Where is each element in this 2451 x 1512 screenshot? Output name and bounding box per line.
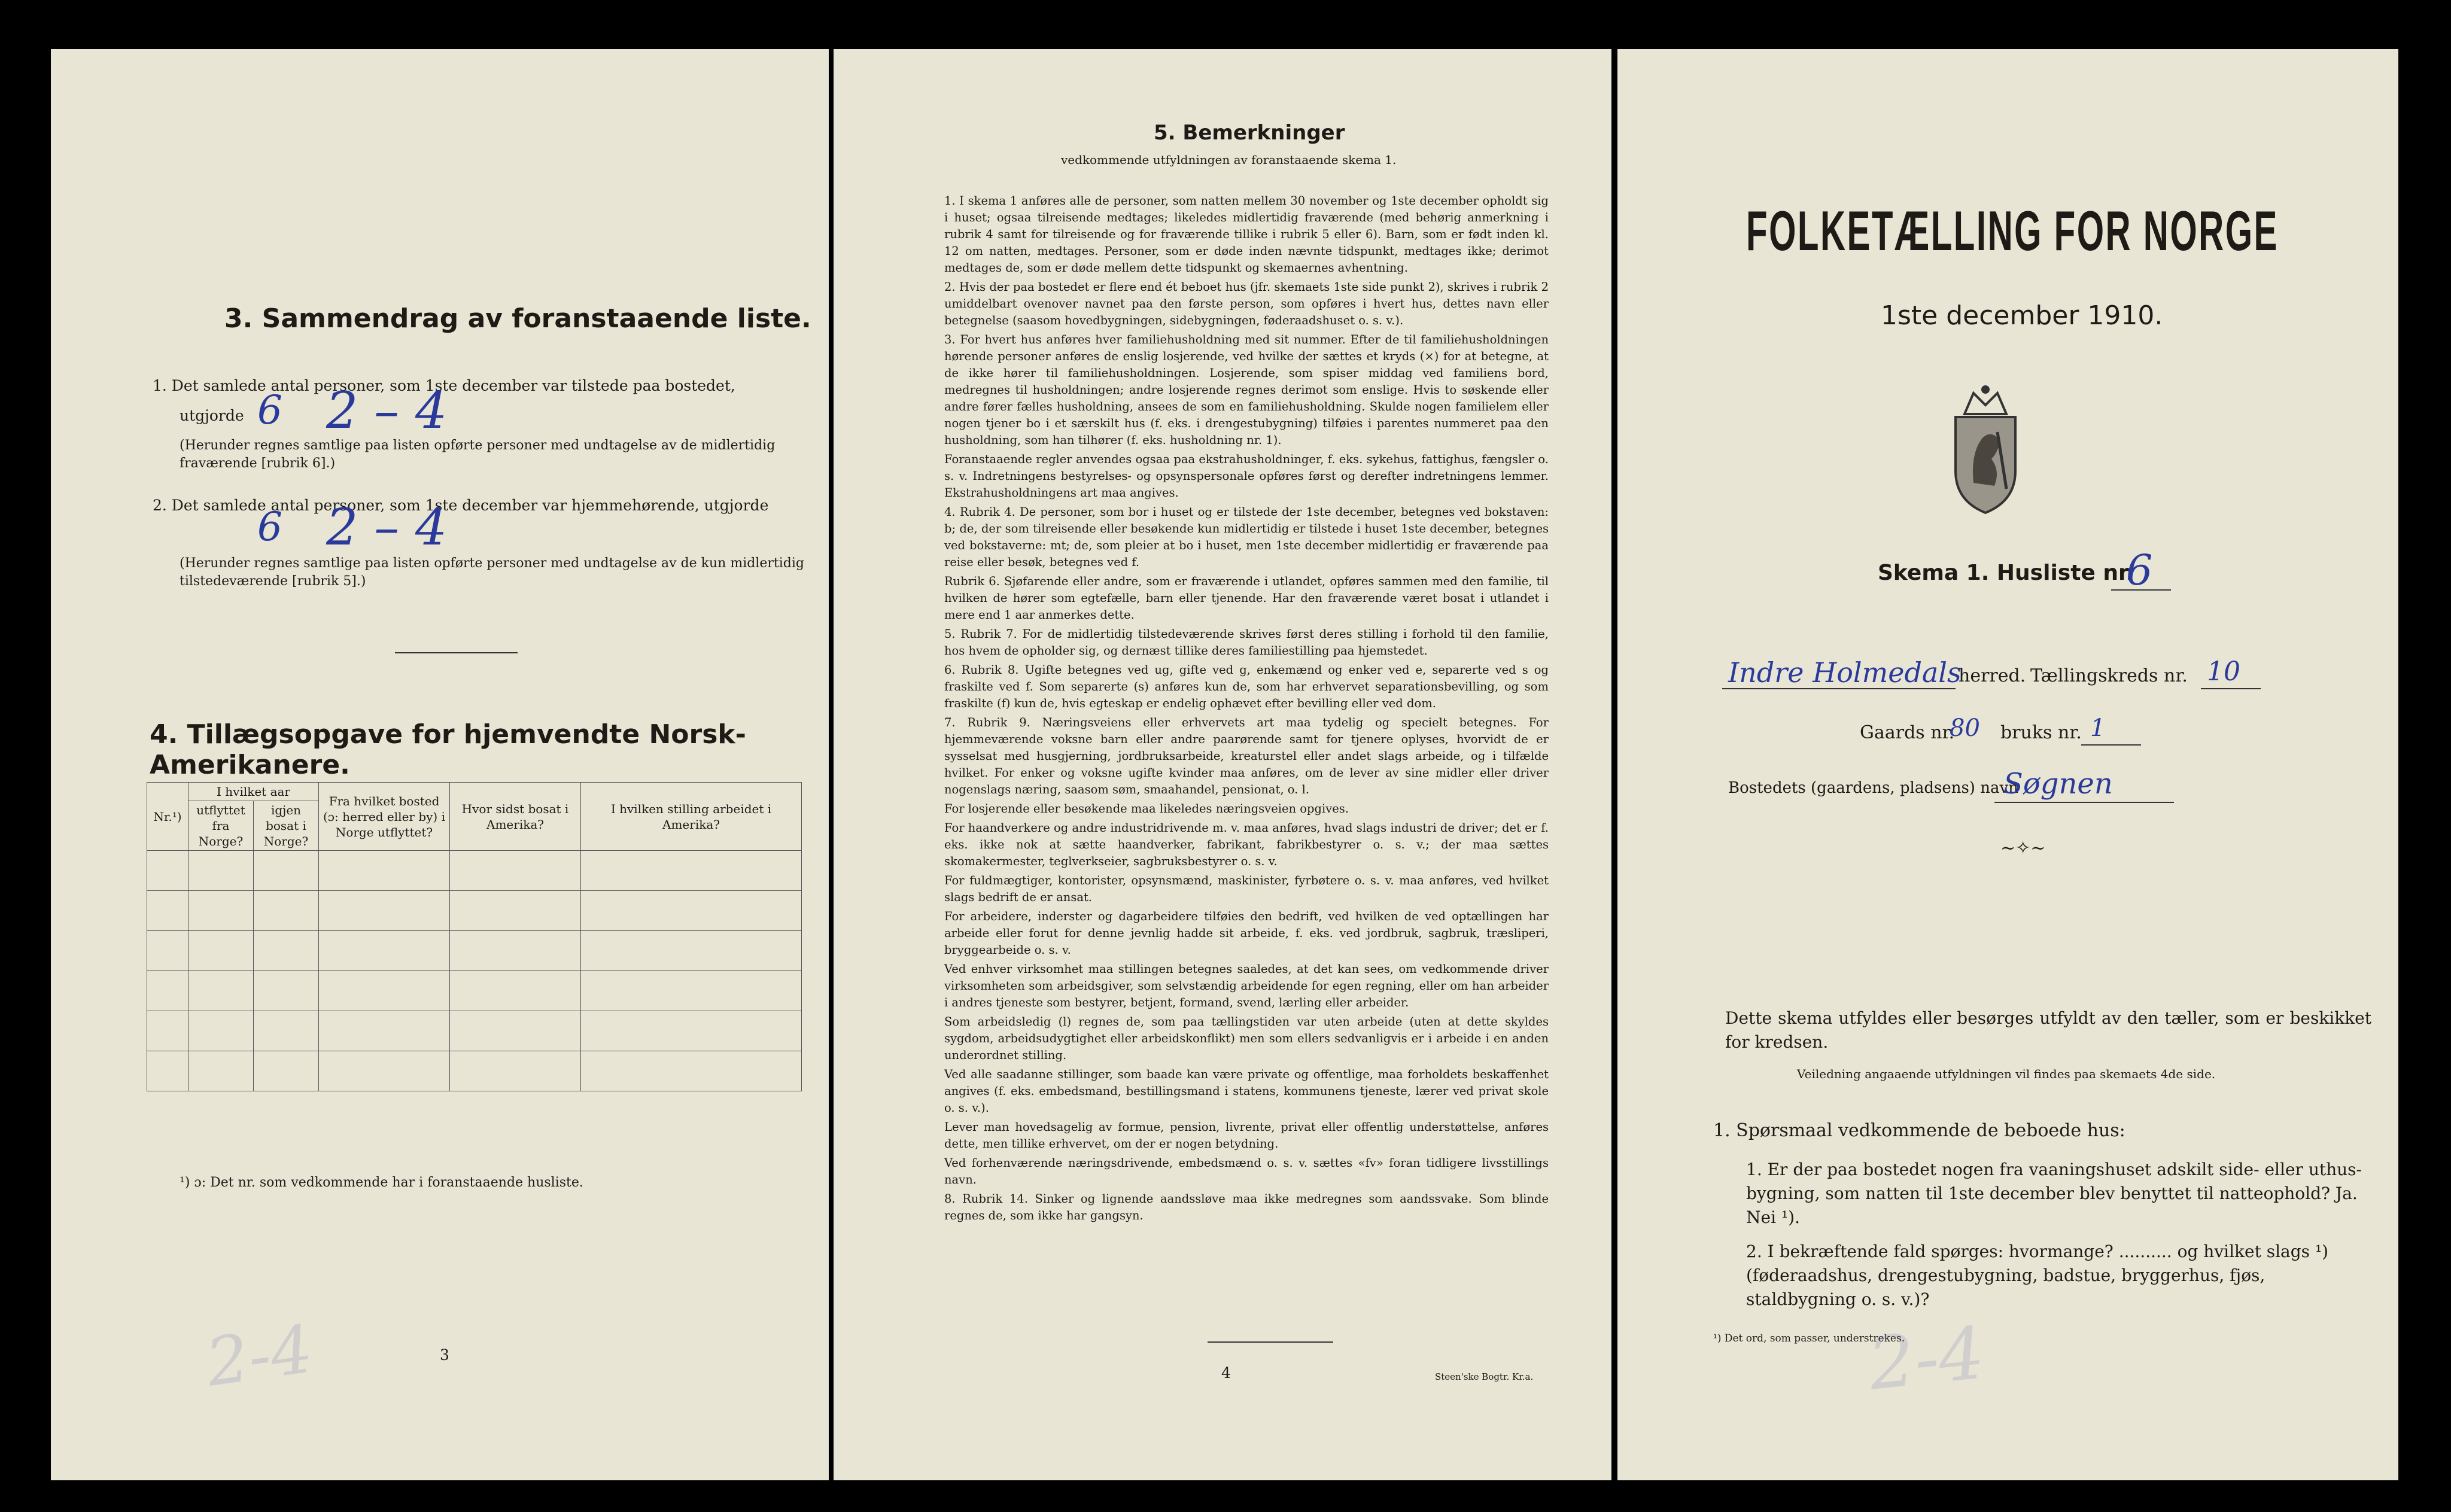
norsk-amerikanere-table	[147, 782, 802, 1091]
item-1-value: 6	[257, 387, 282, 433]
faint-mark: 2-4	[1865, 1312, 1988, 1407]
divider	[395, 652, 518, 653]
remark-paragraph: For arbeidere, inderster og dagarbeidere tilføies den bedrift, ved hvilken de ved optællingen har arbeide eller forut for denne jevnlig hadde sit arbeide, f. eks. ved jordbruk, sagbruk, træsliperi, bryggearbeide o. s. v.	[944, 909, 1549, 957]
remarks-body	[944, 193, 1549, 1227]
husliste-nr: 6	[2126, 546, 2153, 595]
gaards-nr: 80	[1950, 714, 1980, 742]
table-row	[147, 1011, 802, 1051]
remark-paragraph: 6. Rubrik 8. Ugifte betegnes ved ug, gifte ved g, enkemænd og enker ved e, separerte ved s og fraskilte ved f. Som separerte (s) anføres kun de, som har erhvervet separationsbevilling, og som fraskilte (f) kun de, hvis egteskap er endelig ophævet efter bevilling eller ved dom.	[944, 663, 1549, 710]
remark-paragraph: 5. Rubrik 7. For de midlertidig tilstedeværende skrives først deres stilling i forhold til den familie, hos hvem de opholder sig, og dernæst tillike deres familiestilling paa hjemstedet.	[944, 627, 1549, 658]
question-2: 2. I bekræftende fald spørges: hvormange? .......... og hvilket slags ¹) (føderaadshus, drengestubygning, badstue, bryggerhus, fjøs, staldbygning o. s. v.)?	[1746, 1242, 2329, 1309]
remark-paragraph: Som arbeidsledig (l) regnes de, som paa tællingstiden var uten arbeide (uten at dette skyldes sygdom, arbeidsudygtighet eller arbeidskonflikt) men som ellers sedvanligvis er i arbeide i en anden underordnet stilling.	[944, 1015, 1549, 1062]
table-row	[147, 931, 802, 971]
census-date: 1ste december 1910.	[1881, 300, 2163, 331]
kreds-label: Tællingskreds nr.	[2030, 665, 2188, 686]
main-title: FOLKETÆLLING FOR NORGE	[1746, 199, 2279, 262]
gaards-label: Gaards nr.	[1860, 722, 1955, 743]
col-fra-bosted: Fra hvilket bosted (ɔ: herred eller by) i Norge utflyttet?	[319, 783, 450, 851]
bruks-nr: 1	[2090, 714, 2106, 742]
remark-paragraph: 2. Hvis der paa bostedet er flere end ét beboet hus (jfr. skemaets 1ste side punkt 2), skrives i rubrik 2 umiddelbart ovenover navnet paa den første person, som opføres i hvert hus, dettes navn eller betegnelse (saasom hovedbygningen, sidebygningen, føderaadshuset o. s. v.).	[944, 280, 1549, 327]
remark-paragraph: For haandverkere og andre industridrivende m. v. maa anføres, hvad slags industri de driver; det er f. eks. ikke nok at sætte haandverker, fabrikant, fabrikbestyrer o. s. v.; der maa sættes skomakermester, teglverkseier, sagbruksbestyrer o. s. v.	[944, 821, 1549, 868]
table-footnote: ¹) ɔ: Det nr. som vedkommende har i foranstaaende husliste.	[180, 1175, 583, 1190]
item-1-text: 1. Det samlede antal personer, som 1ste december var tilstede paa bostedet,	[153, 377, 735, 394]
remark-paragraph: For losjerende eller besøkende maa likeledes næringsveien opgives.	[944, 802, 1349, 816]
remark-paragraph: 7. Rubrik 9. Næringsveiens eller erhvervets art maa tydelig og specielt betegnes. For hjemmeværende voksne barn eller andre paarørende samt for tjenere oplyses, hvorvidt de er sysselsat med husgjerning, jordbruksarbeide, kreaturstel eller andet slags arbeide, og i tilfælde hvilket. For enker og voksne ugifte kvinder maa anføres, om de lever av sine midler eller driver nogenslags næring, saasom søm, smaahandel, pensionat, o. l.	[944, 716, 1549, 796]
table-row	[147, 851, 802, 891]
norwegian-lion-coat-of-arms-icon	[1941, 381, 2030, 519]
col-hvor-sidst: Hvor sidst bosat i Amerika?	[450, 783, 581, 851]
remark-paragraph: Ved enhver virksomhet maa stillingen betegnes saaledes, at det kan sees, om vedkommende driver virksomheten som arbeidsgiver, som selvstændig arbeidende for egen regning, eller om han arbeider i andres tjeneste som bestyrer, betjent, formand, svend, lærling eller arbeider.	[944, 962, 1549, 1009]
bosted-label: Bostedets (gaardens, pladsens) navn	[1728, 779, 2018, 797]
item-1-utgjorde: utgjorde	[180, 407, 244, 424]
herred-name: Indre Holmedals	[1728, 656, 1962, 689]
questions-title: 1. Spørsmaal vedkommende de beboede hus:	[1713, 1120, 2125, 1141]
bosted-name: Søgnen	[2003, 767, 2113, 801]
remark-paragraph: Foranstaaende regler anvendes ogsaa paa ekstrahusholdninger, f. eks. sykehus, fattighus, fængsler o. s. v. Indretningens bestyrelses- og opsynspersonale opføres først og derefter indretningens lemmer. Ekstrahusholdningens art maa angives.	[944, 452, 1549, 500]
schema-label: Skema 1. Husliste nr.	[1878, 561, 2134, 585]
table-row	[147, 891, 802, 931]
remark-paragraph: 8. Rubrik 14. Sinker og lignende aandssløve maa ikke medregnes som aandssvake. Som blinde regnes de, som ikke har gangsyn.	[944, 1192, 1549, 1222]
remark-paragraph: 3. For hvert hus anføres hver familiehusholdning med sit nummer. Efter de til familiehusholdningen hørende personer anføres de enslig losjerende, ved hvilke der sættes et kryds (×) for at betegne, at de ikke hører til familiehusholdningen. Losjerende, som spiser middag ved familiens bord, medregnes til husholdningen; andre losjerende regnes derimot som enslige. Hvis to søskende eller andre fører fælles husholdning, ansees de som en familiehusholdning. Skulde nogen familielem eller nogen tjener bo i et særskilt hus (f. eks. i drengestubygning) tilføies i parentes nummeret paa den husholdning, som han tilhører (f. eks. husholdning nr. 1).	[944, 333, 1549, 447]
remarks-title: 5. Bemerkninger	[1154, 121, 1345, 145]
col-utflyttet: utflyttet fra Norge?	[188, 801, 254, 851]
col-nr: Nr.¹)	[147, 783, 188, 851]
printer-mark: Steen'ske Bogtr. Kr.a.	[1435, 1371, 1534, 1382]
col-hvilket-aar: I hvilket aar	[188, 783, 319, 801]
page-1	[1617, 49, 2398, 1480]
remark-paragraph: For fuldmægtiger, kontorister, opsynsmænd, maskinister, fyrbøtere o. s. v. maa anføres, ved hvilket slags bedrift de er ansat.	[944, 874, 1549, 904]
bruks-label: bruks nr.	[2000, 722, 2082, 743]
divider	[1208, 1341, 1333, 1343]
page-3	[51, 49, 829, 1480]
section-3-title: 3. Sammendrag av foranstaaende liste.	[224, 303, 811, 334]
item-1-handwritten: 2 – 4	[326, 381, 448, 440]
item-2-text: 2. Det samlede antal personer, som 1ste december var hjemmehørende, utgjorde	[153, 497, 769, 514]
item-2-note: (Herunder regnes samtlige paa listen opførte personer med undtagelse av de kun midlertidig tilstedeværende [rubrik 5].)	[180, 556, 804, 589]
remark-paragraph: Ved forhenværende næringsdrivende, embedsmænd o. s. v. sættes «fv» foran tidligere livsstillings navn.	[944, 1156, 1549, 1187]
instruction: Dette skema utfyldes eller besørges utfyldt av den tæller, som er beskikket for kredsen.	[1725, 1008, 2371, 1052]
faint-mark: 2-4	[201, 1310, 318, 1401]
item-2-value: 6	[257, 504, 282, 550]
remark-paragraph: 1. I skema 1 anføres alle de personer, som natten mellem 30 november og 1ste december opholdt sig i huset; ogsaa tilreisende medtages; likeledes midlertidig fraværende (med behørig anmerkning i rubrik 4 samt for tilreisende og for fraværende tillike i rubrik 5 eller 6). Barn, som er født inden kl. 12 om natten, medtages. Personer, som er døde inden nævnte tidspunkt, medtages ikke; derimot medtages de, som er døde mellem dette tidspunkt og skemaernes avhentning.	[944, 194, 1549, 275]
instruction-small: Veiledning angaaende utfyldningen vil findes paa skemaets 4de side.	[1797, 1067, 2216, 1081]
herred-label: herred.	[1959, 665, 2026, 686]
item-2-handwritten: 2 – 4	[326, 498, 448, 556]
remark-paragraph: Ved alle saadanne stillinger, som baade kan være private og offentlige, maa forholdets beskaffenhet angives (f. eks. embedsmand, bestillingsmand i statens, kommunens tjeneste, lærer ved privat skole o. s. v.).	[944, 1067, 1549, 1115]
ornament-divider-icon: ~✧~	[2000, 838, 2046, 859]
col-igjen: igjen bosat i Norge?	[254, 801, 319, 851]
remark-paragraph: Rubrik 6. Sjøfarende eller andre, som er fraværende i utlandet, opføres sammen med den familie, til hvilken de hører som egtefælle, barn eller tjenende. Har den fraværende været bosat i utlandet i mere end 1 aar anmerkes dette.	[944, 574, 1549, 622]
remark-paragraph: Lever man hovedsagelig av formue, pension, livrente, privat eller offentlig understøttelse, anføres dette, men tillike erhvervet, om der er nogen betydning.	[944, 1120, 1549, 1151]
page-number: 4	[1221, 1364, 1231, 1382]
question-1: 1. Er der paa bostedet nogen fra vaaningshuset adskilt side- eller uthus-bygning, som natten til 1ste december blev benyttet til natteophold? Ja. Nei ¹).	[1746, 1160, 2362, 1227]
page-4	[834, 49, 1611, 1480]
table-row	[147, 971, 802, 1011]
table-row	[147, 1051, 802, 1091]
page1-footnote: ¹) Det ord, som passer, understrekes.	[1713, 1332, 1905, 1344]
col-stilling: I hvilken stilling arbeidet i Amerika?	[581, 783, 802, 851]
section-4-title: 4. Tillægsopgave for hjemvendte Norsk-Amerikanere.	[150, 719, 746, 780]
remarks-subtitle: vedkommende utfyldningen av foranstaaende skema 1.	[1061, 153, 1397, 167]
page-number: 3	[440, 1346, 449, 1364]
kreds-nr: 10	[2207, 656, 2240, 687]
item-1-note: (Herunder regnes samtlige paa listen opførte personer med undtagelse av de midlertidig fraværende [rubrik 6].)	[180, 438, 776, 471]
remark-paragraph: 4. Rubrik 4. De personer, som bor i huset og er tilstede der 1ste december, betegnes ved bokstaven: b; de, der som tilreisende eller besøkende kun midlertidig er tilstede i huset 1ste december, betegnes ved bokstaverne: mt; de, som pleier at bo i huset, men 1ste december midlertidig er fraværende paa reise eller besøk, betegnes ved f.	[944, 505, 1549, 569]
